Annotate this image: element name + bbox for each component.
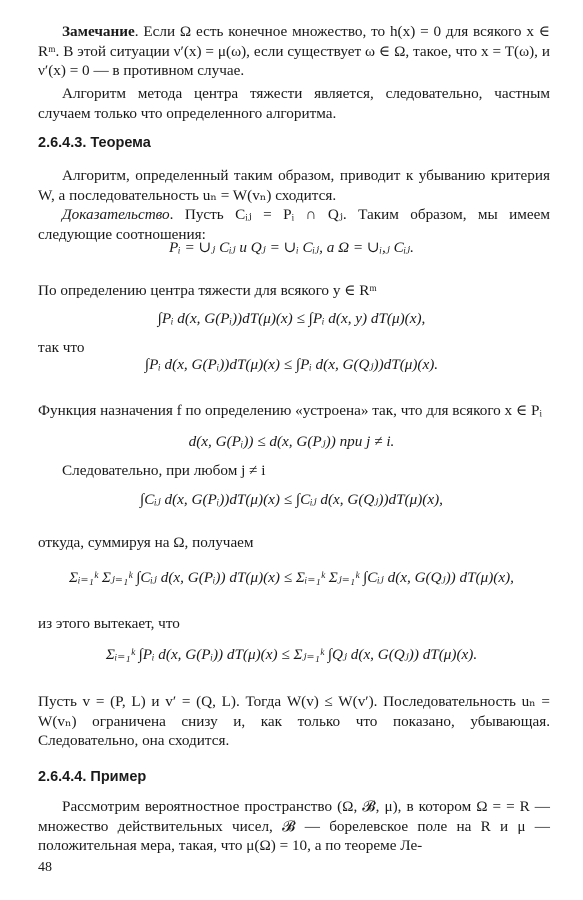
consequently-paragraph: Следовательно, при любом j ≠ i: [62, 462, 266, 479]
formula-distance-inequality: d(x, G(Pᵢ)) ≤ d(x, G(Pⱼ)) при j ≠ i.: [188, 433, 395, 450]
proof-text: . Пусть Cᵢⱼ = Pᵢ ∩ Qⱼ. Таким образом, мы имеем следующие соотношения:: [38, 206, 550, 243]
centroid-definition-paragraph: По определению центра тяжести для всякого y ∈ Rᵐ: [38, 282, 377, 299]
so-that-text: так что: [38, 339, 85, 356]
formula-cell-integral: ∫Cᵢⱼ d(x, G(Pᵢ))dT(μ)(x) ≤ ∫Cᵢⱼ d(x, G(Qⱼ))dT(μ)(x),: [140, 491, 443, 508]
remark-paragraph: [38, 22, 550, 81]
proof-label: Доказательство: [62, 206, 170, 223]
algorithm-note-paragraph: Алгоритм метода центра тяжести является, следовательно, частным случаем только что определенного алгоритма.: [38, 85, 550, 122]
remark-text: . Если Ω есть конечное множество, то h(x) = 0 для всякого x ∈ Rᵐ. В этой ситуации ν′(x) = μ(ω), если существует ω ∈ Ω, такое, что x = T(ω), и ν′(x) = 0 — в противном случае.: [38, 23, 550, 79]
formula-centroid-inequality: ∫Pᵢ d(x, G(Pᵢ))dT(μ)(x) ≤ ∫Pᵢ d(x, y) dT(μ)(x),: [157, 310, 426, 327]
remark-label: Замечание: [62, 23, 135, 40]
formula-single-sum: Σᵢ₌₁ᵏ ∫Pᵢ d(x, G(Pᵢ)) dT(μ)(x) ≤ Σⱼ₌₁ᵏ ∫Qⱼ d(x, G(Qⱼ)) dT(μ)(x).: [105, 646, 478, 663]
theorem-statement: Алгоритм, определенный таким образом, приводит к убыванию критерия W, а последовательность uₙ = W(vₙ) сходится.: [38, 167, 550, 204]
page-number: 48: [38, 860, 52, 875]
formula-double-sum: Σᵢ₌₁ᵏ Σⱼ₌₁ᵏ ∫Cᵢⱼ d(x, G(Pᵢ)) dT(μ)(x) ≤ Σᵢ₌₁ᵏ Σⱼ₌₁ᵏ ∫Cᵢⱼ d(x, G(Qⱼ)) dT(μ)(x),: [69, 569, 514, 586]
summing-paragraph: откуда, суммируя на Ω, получаем: [38, 534, 254, 551]
it-follows-paragraph: из этого вытекает, что: [38, 615, 180, 632]
example-heading: 2.6.4.4. Пример: [38, 769, 147, 785]
formula-partition: Pᵢ = ∪ⱼ Cᵢⱼ и Qⱼ = ∪ᵢ Cᵢⱼ, а Ω = ∪ᵢ,ⱼ Cᵢⱼ.: [169, 239, 414, 256]
example-paragraph: Рассмотрим вероятностное пространство (Ω, 𝓑, μ), в котором Ω = = R — множество действительных чисел, 𝓑 — борелевское поле на R и μ — положительная мера, такая, что μ(Ω) = 10, а по теореме Ле-: [38, 798, 550, 854]
formula-integral-comparison: ∫Pᵢ d(x, G(Pᵢ))dT(μ)(x) ≤ ∫Pᵢ d(x, G(Qⱼ))dT(μ)(x).: [144, 356, 439, 373]
assignment-function-paragraph: Функция назначения f по определению «устроена» так, что для всякого x ∈ Pᵢ: [38, 402, 542, 419]
conclusion-paragraph: Пусть v = (P, L) и v′ = (Q, L). Тогда W(v) ≤ W(v′). Последовательность uₙ = W(vₙ) ограничена снизу и, как только что показано, убывающая. Следовательно, она сходится.: [38, 693, 550, 749]
theorem-heading: 2.6.4.3. Теорема: [38, 135, 151, 151]
